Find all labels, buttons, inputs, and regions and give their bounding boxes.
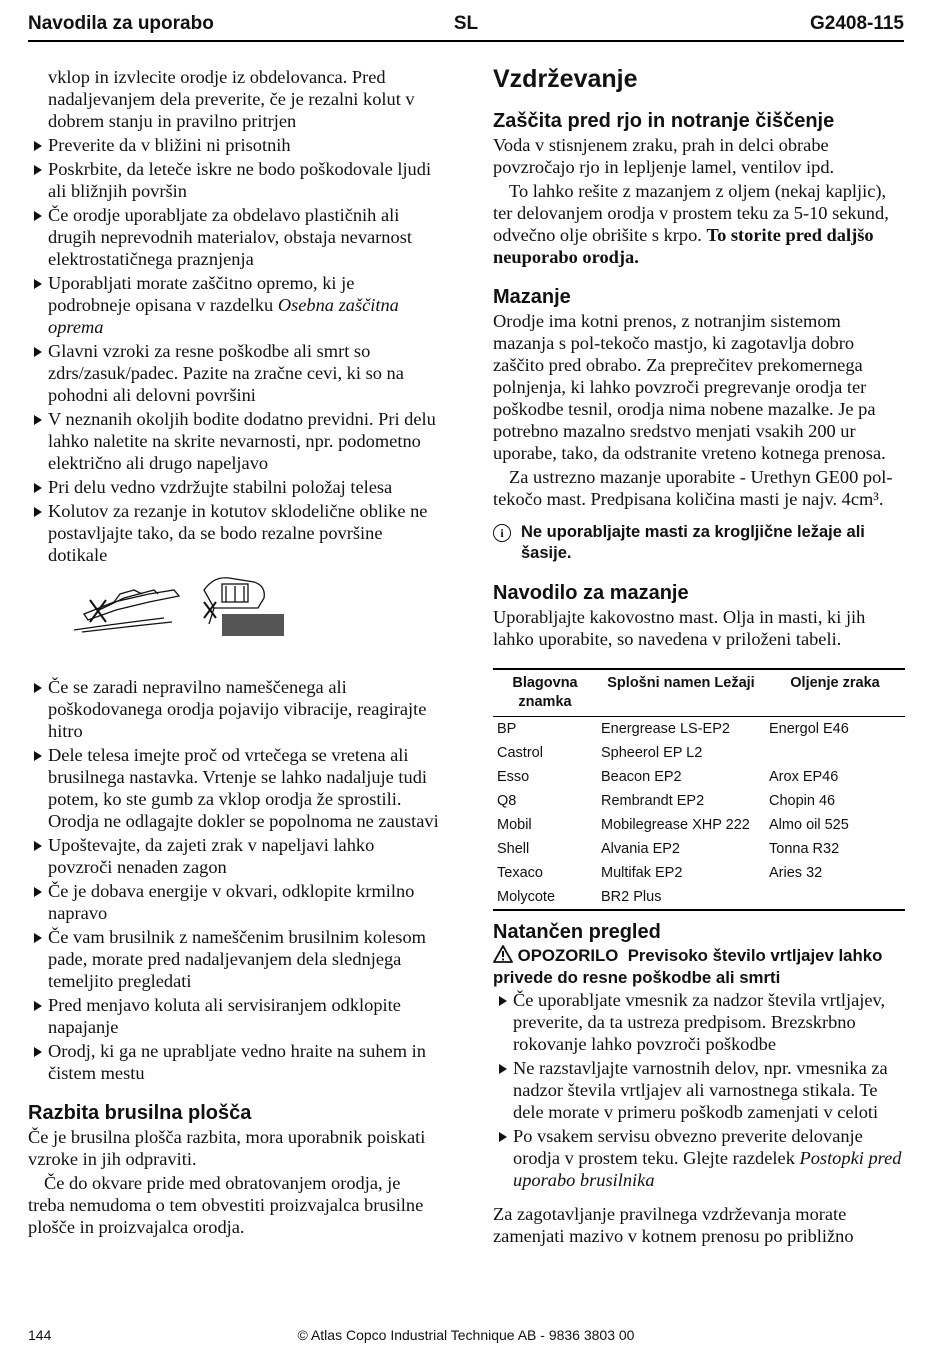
table-cell: Tonna R32: [769, 841, 840, 857]
bullet-icon: [34, 841, 42, 851]
list-item: [28, 926, 441, 992]
table-row: [493, 813, 905, 837]
table-cell: [765, 885, 905, 910]
bullet-icon: [34, 165, 42, 175]
list-item: [28, 500, 441, 566]
list-item: [28, 476, 441, 498]
table-cell: Mobilegrease XHP 222: [601, 817, 750, 833]
lubrication-paragraph-1: Orodje ima kotni prenos, z notranjim sistemom mazanja s pol-tekočo mastjo, ki zagotavlja dobro zaščito pred obrabo. Za preprečitev prekomernega polnjenja, ki lahko povzroči pregrevanje orodja ter poškodbe tesnil, orodja nima nobene mazalke. Je pa potrebno mazalno sredstvo menjati vsakih 200 ur uporabe, tako, da odstranite vreteno kotnega prenosa.: [493, 311, 886, 463]
list-item: [28, 204, 441, 270]
lubricant-table-body: [493, 717, 905, 911]
table-row: [493, 789, 905, 813]
bullet-icon: [34, 415, 42, 425]
column-header-general-purpose: Splošni namen Ležaji: [597, 669, 765, 717]
bullet-icon: [34, 279, 42, 289]
bullet-icon: [34, 1001, 42, 1011]
table-header-row: [493, 669, 905, 717]
table-cell: Aries 32: [769, 865, 823, 881]
table-cell: Chopin 46: [769, 793, 836, 809]
broken-disc-heading: Razbita brusilna plošča: [28, 1102, 252, 1124]
header-title: Navodila za uporabo: [28, 13, 214, 34]
lubrication-instructions-heading: Navodilo za mazanje: [493, 582, 689, 604]
bullet-text: Glavni vzroki za resne poškodbe ali smrt so zdrs/zasuk/padec. Pazite na zračne cevi, ki so na pohodni ali delovni površini: [48, 341, 404, 405]
table-row: [493, 717, 905, 742]
table-cell: [765, 741, 905, 765]
rust-paragraph-1: Voda v stisnjenem zraku, prah in delci obrabe povzročajo rjo in lepljenje lamel, ventilov ipd.: [493, 135, 835, 177]
bullet-icon: [34, 141, 42, 151]
page-header: [28, 10, 904, 42]
table-row: [493, 885, 905, 910]
table-cell: Alvania EP2: [601, 841, 680, 857]
warning-block: [493, 945, 905, 989]
rust-paragraph-2-text: To lahko rešite z mazanjem z oljem (nekaj kapljic), ter delovanjem orodja v prostem teku za 5-10 sekund, odvečno olje obrišite s krpo.: [493, 181, 889, 245]
bullet-text: Upoštevajte, da zajeti zrak v napeljavi lahko povzroči nenaden zagon: [48, 835, 375, 877]
bullet-icon: [34, 483, 42, 493]
right-column: [493, 64, 905, 1249]
list-item: [28, 676, 441, 742]
bullet-icon: [34, 751, 42, 761]
closing-paragraph: Za zagotavljanje pravilnega vzdrževanja morate zamenjati mazivo v kotnem prenosu po približno: [493, 1204, 854, 1246]
bullet-icon: [34, 347, 42, 357]
list-item: [28, 272, 441, 338]
bullet-icon: [34, 933, 42, 943]
list-item: [28, 744, 441, 832]
list-item: [28, 134, 441, 156]
bullet-text: V neznanih okoljih bodite dodatno previdni. Pri delu lahko naletite na skrite nevarnosti, npr. podometno električno ali drugo napeljavo: [48, 409, 436, 473]
list-item: [28, 1040, 441, 1084]
table-cell: Almo oil 525: [769, 817, 849, 833]
column-header-air-oiling: Oljenje zraka: [765, 669, 905, 717]
section-reference: Postopki pred uporabo brusilnika: [513, 1148, 902, 1190]
rust-paragraph-2: [493, 180, 905, 268]
broken-disc-paragraph-1: Če je brusilna plošča razbita, mora uporabnik poiskati vzroke in jih odpraviti.: [28, 1127, 426, 1169]
table-row: [493, 765, 905, 789]
bullet-text: Če je dobava energije v okvari, odklopite krmilno napravo: [48, 881, 415, 923]
warning-label: OPOZORILO: [517, 946, 619, 965]
intro-paragraph: vklop in izvlecite orodje iz obdelovanca. Pred nadaljevanjem dela preverite, če je rezalni kolut v dobrem stanju in pravilno pritrjen: [48, 67, 415, 131]
table-cell: Molycote: [497, 889, 556, 905]
lubrication-instructions-paragraph: Uporabljajte kakovostno mast. Olja in masti, ki jih lahko uporabite, so navedena v priloženi tabeli.: [493, 607, 866, 649]
warning-triangle-icon: [493, 945, 513, 963]
bullet-icon: [34, 887, 42, 897]
table-cell: Beacon EP2: [601, 769, 682, 785]
maintenance-title: Vzdrževanje: [493, 65, 638, 93]
table-row: [493, 837, 905, 861]
lubrication-paragraph-2: Za ustrezno mazanje uporabite - Urethyn GE00 pol-tekočo mast. Predpisana količina masti je najv. 4cm³.: [493, 467, 893, 509]
bullet-text: Ne razstavljajte varnostnih delov, npr. vmesnika za nadzor števila vrtljajev ali varnostnega stikala. Te dele morate v primeru poškodb zamenjati v celoti: [513, 1058, 888, 1122]
info-note-text: Ne uporabljajte masti za krogljične ležaje ali šasije.: [521, 523, 865, 562]
list-item: [493, 1125, 905, 1191]
table-cell: Energrease LS-EP2: [601, 721, 730, 737]
table-cell: Rembrandt EP2: [601, 793, 705, 809]
table-cell: Energol E46: [769, 721, 849, 737]
bullet-icon: [34, 211, 42, 221]
warning-text: Previsoko število vrtljajev lahko privede do resne poškodbe ali smrti: [493, 946, 883, 987]
bullet-text: Kolutov za rezanje in kotutov sklodelične oblike ne postavljajte tako, da se bodo rezalne površine dotikale: [48, 501, 428, 565]
left-column: [28, 66, 441, 1240]
rust-paragraph-2-bold: To storite pred daljšo neuporabo orodja.: [493, 225, 874, 267]
bullet-text: Če se zaradi nepravilno nameščenega ali poškodovanega orodja pojavijo vibracije, reagirajte hitro: [48, 677, 427, 741]
bullet-icon: [34, 683, 42, 693]
rust-protection-heading: Zaščita pred rjo in notranje čiščenje: [493, 110, 835, 132]
bullet-text: Orodj, ki ga ne uprabljate vedno hraite na suhem in čistem mestu: [48, 1041, 426, 1083]
table-cell: Castrol: [497, 745, 543, 761]
list-item: [28, 994, 441, 1038]
bullet-icon: [499, 1132, 507, 1142]
lubrication-heading: Mazanje: [493, 286, 571, 308]
bullet-text: Pri delu vedno vzdržujte stabilni položaj telesa: [48, 477, 393, 497]
bullet-list-b: [28, 340, 441, 566]
list-item: [28, 834, 441, 878]
copyright: © Atlas Copco Industrial Technique AB - 9836 3803 00: [297, 1327, 635, 1343]
bullet-icon: [34, 1047, 42, 1057]
bullet-text: Če uporabljate vmesnik za nadzor števila vrtljajev, preverite, da ta ustreza predpisom. Brezskrbno rokovanje lahko povzroči poškodbe: [513, 990, 886, 1054]
bullet-text: Če vam brusilnik z nameščenim brusilnim kolesom pade, morate pred nadaljevanjem dela slednjega temeljito pregledati: [48, 927, 426, 991]
table-row: [493, 741, 905, 765]
list-item: [28, 880, 441, 924]
table-cell: Mobil: [497, 817, 532, 833]
table-cell: Spheerol EP L2: [601, 745, 703, 761]
list-item: [493, 1057, 905, 1123]
list-item: [28, 158, 441, 202]
header-doc-number: G2408-115: [809, 13, 904, 34]
bullet-text: Poskrbite, da leteče iskre ne bodo poškodovale ljudi ali bližnjih površin: [48, 159, 432, 201]
bullet-icon: [499, 996, 507, 1006]
table-cell: Multifak EP2: [601, 865, 683, 881]
table-cell: Esso: [497, 769, 530, 785]
bullet-list-c: [28, 676, 441, 1084]
table-cell: BR2 Plus: [601, 889, 662, 905]
bullet-text: Po vsakem servisu obvezno preverite delovanje orodja v prostem teku. Glejte razdelek: [513, 1126, 863, 1168]
table-cell: Q8: [497, 793, 517, 809]
list-item: [28, 408, 441, 474]
disc-placement-illustration: [54, 572, 294, 652]
wheel-contact-icon: [54, 572, 294, 652]
info-icon: i: [493, 524, 511, 542]
bullet-text: Uporabljati morate zaščitno opremo, ki je podrobneje opisana v razdelku: [48, 273, 355, 315]
table-cell: Texaco: [497, 865, 543, 881]
list-item: [493, 989, 905, 1055]
header-language: SL: [453, 13, 479, 34]
page-number: 144: [28, 1327, 52, 1343]
bullet-list-a: [28, 134, 441, 270]
info-note: [493, 522, 905, 564]
bullet-text: Pred menjavo koluta ali servisiranjem odklopite napajanje: [48, 995, 401, 1037]
table-cell: Shell: [497, 841, 530, 857]
table-row: [493, 861, 905, 885]
table-cell: Arox EP46: [769, 769, 839, 785]
bullet-icon: [499, 1064, 507, 1074]
lubricant-table: [493, 668, 905, 911]
bullet-text: Če orodje uporabljate za obdelavo plastičnih ali drugih neprevodnih materialov, obstaja nevarnost elektrostatičnega praznjenja: [48, 205, 412, 269]
section-reference: Osebna zaščitna oprema: [48, 295, 399, 337]
inspection-heading: Natančen pregled: [493, 921, 661, 943]
bullet-text: Preverite da v bližini ni prisotnih: [48, 135, 291, 155]
broken-disc-paragraph-2: Če do okvare pride med obratovanjem orodja, je treba nemudoma o tem obvestiti proizvajalca brusilne plošče in proizvajalca orodja.: [28, 1173, 424, 1237]
bullet-text: Dele telesa imejte proč od vrtečega se vretena ali brusilnega nastavka. Vrtenje se lahko nadaljuje tudi potem, ko ste gumb za vklop orodja že sprostili. Orodja ne odlagajte dokler se popolnoma ne zaustavi: [48, 745, 439, 831]
list-item: [28, 340, 441, 406]
bullet-icon: [34, 507, 42, 517]
column-header-brand: Blagovna znamka: [493, 669, 597, 717]
table-cell: BP: [497, 721, 517, 737]
